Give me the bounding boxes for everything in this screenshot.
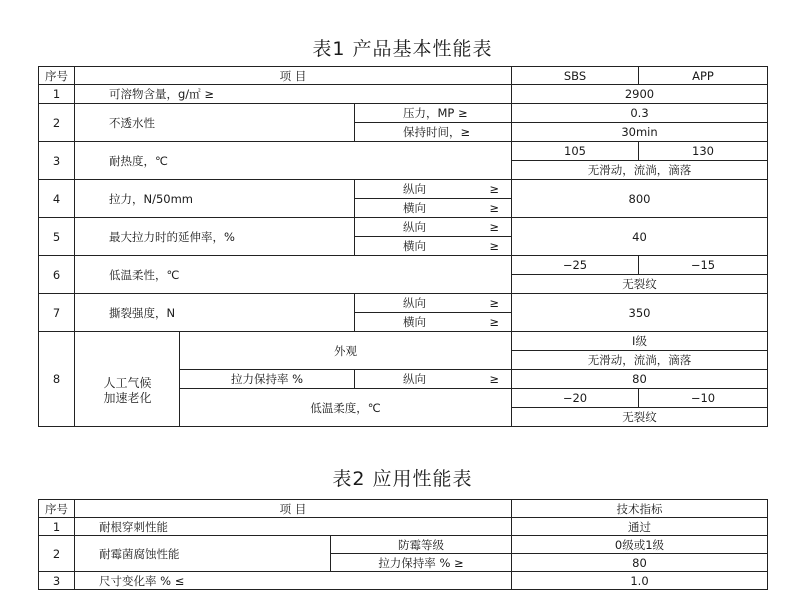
ge-symbol: ≥	[489, 372, 499, 386]
ge-symbol: ≥	[489, 182, 499, 196]
header-no: 序号	[39, 500, 75, 518]
table2	[38, 499, 768, 590]
table2-header-row	[39, 500, 768, 518]
row-value: 1.0	[512, 572, 768, 590]
row-sbs-value: −25	[512, 256, 639, 275]
row-item: 耐霉菌腐蚀性能	[75, 536, 331, 572]
row-result: 无滑动，流淌，滴落	[512, 161, 768, 180]
table-row	[39, 256, 768, 275]
row-no: 5	[39, 218, 75, 256]
direction-label: 横向	[403, 239, 426, 253]
table2-title: 表2 应用性能表	[332, 468, 473, 490]
row-no: 1	[39, 85, 75, 104]
appearance-result: 无滑动，流淌，滴落	[512, 351, 768, 370]
row-value: 通过	[512, 518, 768, 536]
row-no: 1	[39, 518, 75, 536]
row8-item-line1: 人工气候	[103, 376, 152, 390]
header-item: 项 目	[75, 500, 512, 518]
row-item: 拉力，N/50mm	[75, 180, 355, 218]
table-row	[39, 294, 768, 313]
table1-title: 表1 产品基本性能表	[312, 38, 493, 60]
table1	[38, 66, 768, 427]
direction-label: 纵向	[403, 296, 426, 310]
row-sub	[355, 370, 512, 389]
row-no: 3	[39, 572, 75, 590]
row-value: 2900	[512, 85, 768, 104]
row-result: 无裂纹	[512, 275, 768, 294]
row-app-value: 130	[639, 142, 768, 161]
row-item: 撕裂强度，N	[75, 294, 355, 332]
row-sbs-value: 105	[512, 142, 639, 161]
row-item: 低温柔性，℃	[75, 256, 512, 294]
direction-label: 横向	[403, 315, 426, 329]
table1-header-row	[39, 67, 768, 85]
table-row	[39, 104, 768, 123]
header-sbs: SBS	[512, 67, 639, 85]
row-no: 3	[39, 142, 75, 180]
direction-label: 纵向	[403, 372, 426, 386]
header-no: 序号	[39, 67, 75, 85]
row-app-value: −10	[639, 389, 768, 408]
row-sbs-value: −20	[512, 389, 639, 408]
low-temp-result: 无裂纹	[512, 408, 768, 427]
table-row	[39, 572, 768, 590]
row-item: 耐热度，℃	[75, 142, 512, 180]
table-row	[39, 332, 768, 351]
row-value: 30min	[512, 123, 768, 142]
row-sub: 防霉等级	[331, 536, 512, 554]
tensile-value: 80	[512, 370, 768, 389]
tensile-retention-label: 拉力保持率 %	[180, 370, 355, 389]
row-sub: 压力，MP ≥	[355, 104, 512, 123]
header-item: 项 目	[75, 67, 512, 85]
direction-label: 纵向	[403, 182, 426, 196]
row-no: 2	[39, 104, 75, 142]
table-row	[39, 218, 768, 237]
row-no: 6	[39, 256, 75, 294]
row-value: 40	[512, 218, 768, 256]
grade-value: Ⅰ级	[512, 332, 768, 351]
header-app: APP	[639, 67, 768, 85]
row-no: 2	[39, 536, 75, 572]
row-item: 耐根穿刺性能	[75, 518, 512, 536]
row-sub	[355, 180, 512, 199]
row-sub	[355, 294, 512, 313]
row-value: 350	[512, 294, 768, 332]
row-value: 0.3	[512, 104, 768, 123]
ge-symbol: ≥	[489, 296, 499, 310]
row-value: 0级或1级	[512, 536, 768, 554]
row-item: 不透水性	[75, 104, 355, 142]
table-row	[39, 85, 768, 104]
row8-item-line2: 加速老化	[103, 391, 152, 405]
direction-label: 横向	[403, 201, 426, 215]
row-sub	[355, 237, 512, 256]
header-index: 技术指标	[512, 500, 768, 518]
ge-symbol: ≥	[489, 220, 499, 234]
row-no: 7	[39, 294, 75, 332]
row-app-value: −15	[639, 256, 768, 275]
row-sub: 保持时间，≥	[355, 123, 512, 142]
row-sub	[355, 199, 512, 218]
row-value: 800	[512, 180, 768, 218]
row-value: 80	[512, 554, 768, 572]
direction-label: 纵向	[403, 220, 426, 234]
row-item: 最大拉力时的延伸率，%	[75, 218, 355, 256]
table-row	[39, 180, 768, 199]
ge-symbol: ≥	[489, 315, 499, 329]
ge-symbol: ≥	[489, 201, 499, 215]
row-sub	[355, 313, 512, 332]
row-sub: 拉力保持率 % ≥	[331, 554, 512, 572]
low-temp-label: 低温柔度，℃	[180, 389, 512, 427]
table-row	[39, 518, 768, 536]
row-item: 尺寸变化率 % ≤	[75, 572, 512, 590]
row-sub	[355, 218, 512, 237]
row-no: 8	[39, 332, 75, 427]
row-item: 可溶物含量，g/㎡ ≥	[75, 85, 512, 104]
appearance-label: 外观	[180, 332, 512, 370]
table-row	[39, 536, 768, 554]
row-no: 4	[39, 180, 75, 218]
table-row	[39, 142, 768, 161]
row8-item-label	[75, 376, 180, 406]
ge-symbol: ≥	[489, 239, 499, 253]
